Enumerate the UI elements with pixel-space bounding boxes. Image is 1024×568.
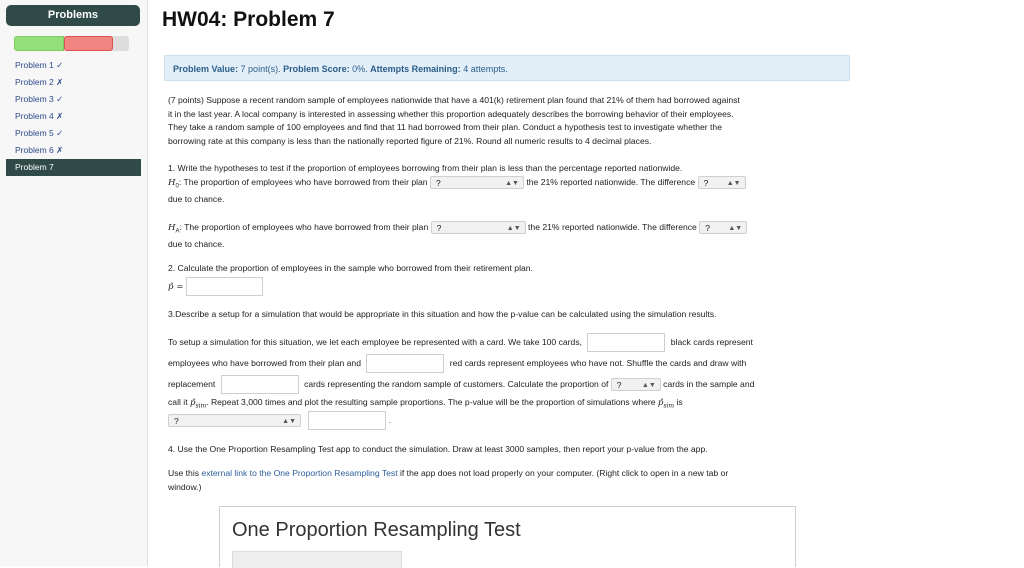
sidebar-item-problem-3[interactable]: Problem 3 ✓ bbox=[15, 94, 64, 104]
select-arrows-icon: ▲▼ bbox=[726, 180, 741, 188]
ha-end: due to chance. bbox=[168, 239, 225, 249]
sim-text: call it bbox=[168, 397, 190, 407]
ha-symbol: H bbox=[168, 223, 176, 233]
app-title: One Proportion Resampling Test bbox=[232, 519, 521, 541]
red-cards-input[interactable] bbox=[366, 354, 444, 373]
intro-line: They take a random sample of 100 employees and find that 11 had borrowed from their plan. Conduct a hypothesis test to investigate whether the bbox=[168, 122, 722, 133]
select-arrows-icon: ▲▼ bbox=[505, 180, 519, 188]
sim-line-5 bbox=[168, 411, 391, 430]
progress-correct-segment bbox=[14, 36, 64, 51]
select-value: ? bbox=[174, 416, 179, 426]
sim-line-3 bbox=[168, 375, 840, 394]
value-label: Problem Value: bbox=[173, 64, 239, 74]
comparison-value-input[interactable] bbox=[308, 411, 386, 430]
h0-line bbox=[168, 176, 746, 194]
select-value: ? bbox=[436, 223, 442, 234]
use-text: Use this bbox=[168, 468, 202, 478]
intro-line: borrowing rate at this company is less than the nationally reported figure of 21%. Round all numeric results to 4 decimal places. bbox=[168, 135, 652, 146]
embedded-app-frame bbox=[219, 506, 796, 567]
problem-info-bar bbox=[164, 55, 850, 81]
select-value: ? bbox=[435, 178, 441, 189]
h0-end: due to chance. bbox=[168, 194, 225, 204]
black-cards-input[interactable] bbox=[587, 333, 665, 352]
sim-text: . Repeat 3,000 times and plot the resulting sample proportions. The p-value will be the proportion of simulations where bbox=[206, 397, 658, 407]
phat-sim-symbol: p̂ bbox=[189, 398, 196, 408]
use-text: if the app does not load properly on your computer. (Right click to open in a new tab or bbox=[397, 468, 729, 478]
ha-difference-select[interactable] bbox=[699, 221, 747, 234]
sim-line-1 bbox=[168, 333, 840, 352]
sim-text: To setup a simulation for this situation, we let each employee be represented with a card. We take 100 cards, bbox=[168, 336, 582, 347]
phat-sim-subscript: sim bbox=[663, 402, 675, 410]
h0-relation-select[interactable] bbox=[430, 176, 524, 189]
question-2: 2. Calculate the proportion of employees in the sample who borrowed from their retirement plan. bbox=[168, 263, 533, 273]
score-label: Problem Score: bbox=[283, 64, 350, 74]
question-1: 1. Write the hypotheses to test if the proportion of employees borrowing from their plan is less than the percentage reported nationwide. bbox=[168, 163, 683, 173]
question-3: 3.Describe a setup for a simulation that would be appropriate in this situation and how the p-value can be calculated using the simulation results. bbox=[168, 309, 717, 319]
sidebar bbox=[0, 0, 148, 566]
question-4: 4. Use the One Proportion Resampling Test app to conduct the simulation. Draw at least 3000 samples, then report your p-value from the app. bbox=[168, 444, 708, 454]
external-app-link[interactable]: external link to the One Proportion Resampling Test bbox=[201, 468, 398, 478]
sim-text: replacement bbox=[168, 378, 216, 389]
sim-line-2 bbox=[168, 354, 840, 373]
phat-sim-symbol: p̂ bbox=[657, 398, 664, 408]
select-arrows-icon: ▲▼ bbox=[641, 382, 656, 389]
phat-sim-subscript: sim bbox=[195, 402, 207, 410]
problem-list bbox=[0, 57, 147, 176]
select-arrows-icon: ▲▼ bbox=[282, 418, 296, 425]
use-text: window.) bbox=[168, 481, 202, 492]
ha-line bbox=[168, 221, 747, 239]
problems-header-button[interactable]: Problems bbox=[6, 5, 140, 26]
sim-end: . bbox=[388, 414, 392, 425]
app-panel bbox=[232, 551, 402, 568]
intro-line: (7 points) Suppose a recent random sample of employees nationwide that have a 401(k) retirement plan found that 21% of them had borrowed against bbox=[168, 95, 740, 105]
select-value: ? bbox=[705, 223, 710, 234]
h0-symbol: H bbox=[168, 178, 176, 188]
sim-text: black cards represent bbox=[670, 336, 753, 347]
page-title: HW04: Problem 7 bbox=[162, 8, 335, 31]
value-text: 7 point(s). bbox=[240, 64, 281, 74]
sim-text: cards representing the random sample of customers. Calculate the proportion of bbox=[304, 378, 609, 389]
sim-text: red cards represent employees who have not. Shuffle the cards and draw with bbox=[449, 357, 747, 368]
external-link-line bbox=[168, 467, 840, 494]
attempts-text: 4 attempts. bbox=[463, 64, 508, 74]
progress-bar bbox=[14, 36, 129, 51]
phat-line bbox=[168, 277, 263, 296]
sim-text: is bbox=[676, 397, 683, 407]
sidebar-item-problem-6[interactable]: Problem 6 ✗ bbox=[15, 145, 64, 155]
ha-mid: the 21% reported nationwide. The difference bbox=[528, 222, 697, 232]
select-value: ? bbox=[703, 178, 709, 189]
ha-relation-select[interactable] bbox=[431, 221, 526, 234]
sidebar-item-problem-4[interactable]: Problem 4 ✗ bbox=[15, 111, 64, 121]
select-value: ? bbox=[616, 380, 622, 390]
sim-text: employees who have borrowed from their plan and bbox=[168, 357, 361, 368]
ha-subscript: A bbox=[175, 228, 180, 235]
draw-count-input[interactable] bbox=[221, 375, 299, 394]
comparison-select[interactable] bbox=[168, 414, 301, 427]
sim-text: cards in the sample and bbox=[663, 378, 755, 389]
attempts-label: Attempts Remaining: bbox=[370, 64, 461, 74]
ha-text: : The proportion of employees who have borrowed from their plan bbox=[179, 222, 429, 232]
card-color-select[interactable] bbox=[611, 378, 661, 391]
h0-difference-select[interactable] bbox=[698, 176, 746, 189]
h0-subscript: 0 bbox=[175, 183, 179, 190]
intro-line: it in the last year. A local company is interested in assessing whether this proportion adequately describes the borrowing behavior of their employees. bbox=[168, 108, 734, 119]
progress-incorrect-segment bbox=[64, 36, 113, 51]
sidebar-item-problem-2[interactable]: Problem 2 ✗ bbox=[15, 77, 64, 87]
h0-text: : The proportion of employees who have borrowed from their plan bbox=[178, 177, 428, 187]
sidebar-item-problem-5[interactable]: Problem 5 ✓ bbox=[15, 128, 64, 138]
problem-intro bbox=[168, 94, 740, 148]
phat-label: p̂ = bbox=[168, 281, 184, 292]
score-text: 0%. bbox=[352, 64, 368, 74]
phat-input[interactable] bbox=[186, 277, 263, 296]
sidebar-item-problem-1[interactable]: Problem 1 ✓ bbox=[15, 60, 64, 70]
h0-mid: the 21% reported nationwide. The difference bbox=[526, 177, 696, 187]
select-arrows-icon: ▲▼ bbox=[506, 225, 521, 233]
select-arrows-icon: ▲▼ bbox=[728, 225, 743, 233]
sidebar-item-problem-7[interactable]: Problem 7 bbox=[6, 159, 141, 176]
